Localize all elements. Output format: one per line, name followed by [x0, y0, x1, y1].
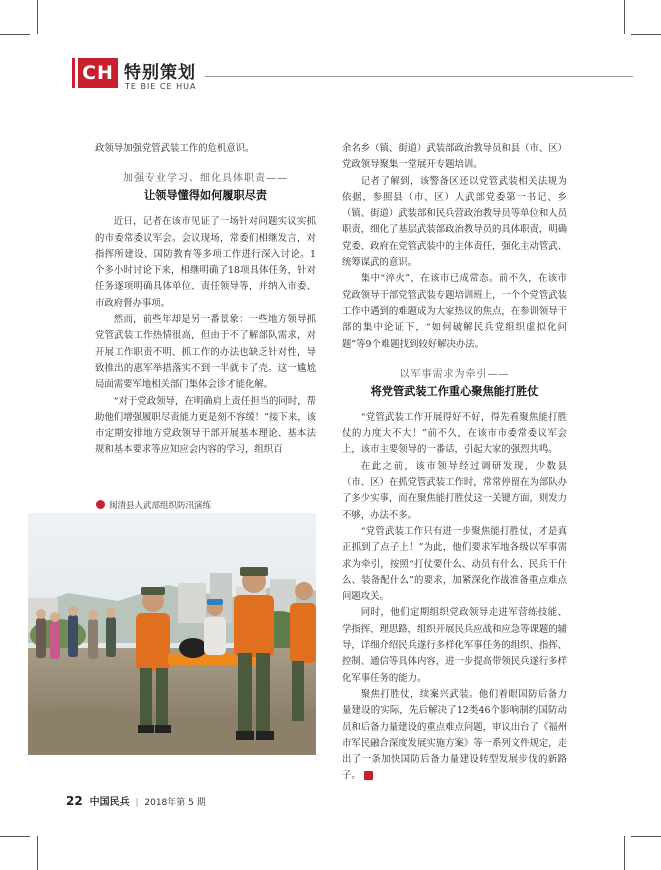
paragraph: 余名乡（镇、街道）武装部政治教导员和县（市、区）党政领导聚集一堂展开专题培训。 [342, 143, 568, 171]
crop-mark [0, 34, 30, 35]
photo-caption [96, 499, 211, 511]
subhead-headline: 让领导懂得如何履职尽责 [143, 189, 268, 203]
article-end-icon: ◆ [364, 771, 373, 780]
crop-mark [37, 836, 38, 870]
page-number: 22 [66, 794, 83, 808]
issue-label: 2018年第 5 期 [144, 798, 206, 808]
paragraph: 记者了解到，该警备区还以党管武装相关法规为依据，参照县（市、区）人武部党委第一书记、乡（镇、街道）武装部和民兵营政治教导员等单位和人员职责，细化了基层武装部政治教导员的具体职责，明确党委、政府在党管武装中的主体责任，强化主动管武、统筹谋武的意识。 [342, 175, 568, 269]
photo-caption-text: 闽清县人武部组织防汛演练 [109, 501, 212, 511]
paragraph-last [342, 687, 567, 785]
crop-mark [631, 836, 661, 837]
left-column [95, 141, 316, 459]
subhead-kicker: 加强专业学习、细化具体职责—— [123, 173, 288, 185]
intro-line: 政领导加强党管武装工作的危机意识。 [95, 143, 255, 154]
footer-separator: | [135, 798, 139, 808]
last-paragraph-text: 聚焦打胜仗，续案兴武装。他们着眼国防后备力量建设的实际，先后解决了12类46个影响制约国防动员和后备力量建设的重点难点问题，审议出台了《福州市军民融合深度发展实施方案》等一系列文件规定，走出了一条加快国防后备力量建设转型发展步伐的新路子。 [342, 688, 568, 782]
paragraph: 同时，他们定期组织党政领导走进军营练技能、学指挥、理思路，组织开展民兵应战和应急等课题的辅导，详细介绍民兵遂行多样化军事任务的组织、指挥、控制、通信等具体内容，进一步提高带领民兵遂行多样化军事任务的能力。 [342, 607, 568, 684]
page-footer [66, 793, 206, 808]
paragraph: “党管武装工作开展得好不好，得先看聚焦能打胜仗的力度大不大！”前不久，在该市市委常委议军会上，该市主要领导的一番话，引起大家的强烈共鸣。 [342, 411, 567, 456]
header-divider [205, 76, 633, 77]
section-title: 特别策划 [124, 63, 196, 83]
photo-illustration [28, 513, 316, 755]
subhead-left [95, 171, 316, 204]
crop-mark [0, 836, 30, 837]
paragraph: 近日，记者在该市见证了一场针对问题实议实抓的市委常委议军会。会议现场，常委们相继发言，对指挥所建设、国防教育等多项工作进行深入讨论。1个多小时讨论下来，相继明确了18项具体任务，针对任务逐项明确具体单位、责任领导等，并纳入市委、市政府督办事项。 [95, 216, 316, 309]
paragraph: 集中“淬火”，在该市已成常态。前不久，在该市党政领导干部党管武装专题培训班上，一个个党管武装工作中遇到的难题成为大家热议的焦点，在参训领导干部的集中论证下，“如何破解民兵党组织虚拟化问题”等9个难题找到较好解决办法。 [342, 273, 568, 350]
section-badge: CH [78, 58, 118, 88]
paragraph: 在此之前，该市领导经过调研发现，少数县（市、区）在抓党管武装工作时，常常停留在为部队办了多少实事，而在聚焦能打胜仗这一关键方面，则发力不够，办法不多。 [342, 460, 568, 521]
paragraph: “对于党政领导，在明确肩上责任担当的同时，帮助他们增强履职尽责能力更是刻不容缓！”接下来，该市定期安排地方党政领导干部开展基本理论、基本法规和基本要求等应知应会内容的学习，组织百 [95, 395, 316, 456]
crop-mark [624, 836, 625, 870]
subhead-kicker: 以军事需求为牵引—— [399, 368, 510, 380]
subhead-headline: 将党管武装工作重心聚焦能打胜仗 [370, 384, 539, 398]
paragraph: 然而，前些年却是另一番景象：一些地方领导抓党管武装工作热情很高，但由于不了解部队需求，对开展工作职责不明、抓工作的办法也缺乏针对性，导致推出的惠军举措落实不到一半就卡了壳。这一尴尬局面需要军地相关部门集体会诊才能化解。 [95, 314, 316, 391]
flood-drill-photo [28, 513, 316, 755]
crop-mark [631, 34, 661, 35]
section-subtitle: TE BIE CE HUA [125, 82, 197, 91]
paragraph: “党管武装工作只有进一步聚焦能打胜仗，才是真正抓到了点子上！”为此，他们要求军地各级以军事需求为牵引，按照“打仗要什么、动员有什么、民兵干什么、装备配什么”的要求，加紧深化作战准备重点难点问题攻关。 [342, 525, 567, 603]
caption-bullet-icon [96, 500, 105, 509]
subhead-right [342, 367, 567, 400]
crop-mark [624, 0, 625, 34]
crop-mark [37, 0, 38, 34]
magazine-name: 中国民兵 [89, 797, 130, 808]
right-column [342, 141, 567, 785]
